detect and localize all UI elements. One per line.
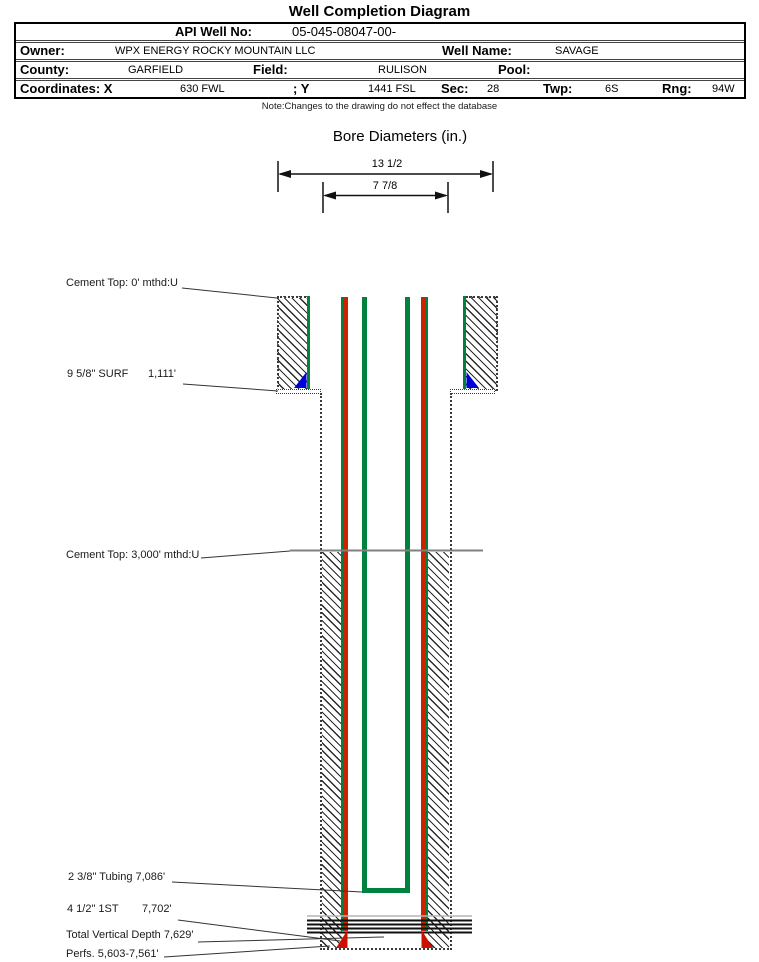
- surface-casing-label: 9 5/8" SURF: [67, 368, 129, 380]
- production-cement-right: [428, 552, 449, 948]
- field-label: Field:: [253, 62, 288, 77]
- surface-casing-cement-right: [466, 296, 498, 391]
- twp-label: Twp:: [543, 81, 573, 96]
- table-row-coordinates: [16, 81, 744, 97]
- surface-casing-depth: 1,111': [148, 368, 176, 380]
- leader-tvd: [198, 937, 384, 942]
- perforations-label: Perfs. 5,603-7,561': [66, 948, 159, 960]
- surface-shoe-ledge-right: [450, 389, 495, 394]
- coordinates-x-value: 630 FWL: [180, 83, 225, 95]
- well-name-label: Well Name:: [442, 43, 512, 58]
- outer-bore-diameter-label: 13 1/2: [371, 158, 403, 170]
- pool-label: Pool:: [498, 62, 531, 77]
- sec-value: 28: [487, 83, 500, 95]
- field-value: RULISON: [378, 64, 427, 76]
- county-label: County:: [20, 62, 70, 77]
- surface-shoe-ledge-left: [276, 389, 321, 394]
- api-value: 05-045-08047-00-: [292, 24, 397, 39]
- tubing-label: 2 3/8" Tubing 7,086': [68, 871, 166, 883]
- owner-value: WPX ENERGY ROCKY MOUNTAIN LLC: [115, 45, 316, 57]
- production-casing-label: 4 1/2" 1ST: [67, 903, 119, 915]
- leader-perfs: [164, 946, 330, 957]
- table-row-api: [16, 24, 744, 43]
- rng-value: 94W: [712, 83, 735, 95]
- table-row-owner: [16, 43, 744, 62]
- well-header-table: [14, 22, 746, 99]
- coordinates-y-label: ; Y: [293, 81, 310, 96]
- cement-top-production-label: Cement Top: 3,000' mthd:U: [66, 549, 200, 561]
- api-label: API Well No:: [174, 24, 252, 39]
- database-note: Note:Changes to the drawing do not effect the database: [261, 101, 498, 112]
- leader-cement-top-surface: [182, 288, 277, 298]
- county-value: GARFIELD: [128, 64, 184, 76]
- well-name-value: SAVAGE: [555, 45, 599, 57]
- surface-casing-line-right: [463, 296, 466, 389]
- production-casing-left: [341, 297, 348, 931]
- total-vertical-depth-label: Total Vertical Depth 7,629': [66, 929, 194, 941]
- leader-production-casing: [178, 920, 340, 941]
- rng-label: Rng:: [662, 81, 692, 96]
- production-casing-right: [421, 297, 428, 931]
- table-row-county: [16, 62, 744, 81]
- borehole-wall-right: [450, 393, 452, 950]
- twp-value: 6S: [605, 83, 619, 95]
- leader-cement-top-production: [201, 551, 290, 558]
- sec-label: Sec:: [441, 81, 469, 96]
- inner-bore-diameter-label: 7 7/8: [372, 180, 398, 192]
- bore-diameters-title: Bore Diameters (in.): [332, 128, 468, 145]
- coordinates-label: Coordinates: X: [20, 81, 113, 96]
- coordinates-y-value: 1441 FSL: [368, 83, 416, 95]
- leader-surface-casing: [183, 384, 278, 391]
- surface-casing-cement-left: [277, 296, 309, 391]
- tubing-string: [362, 297, 410, 893]
- production-cement-left: [322, 552, 342, 948]
- page-title: Well Completion Diagram: [288, 3, 471, 20]
- production-casing-depth: 7,702': [142, 903, 172, 915]
- leader-lines: [164, 288, 384, 957]
- surface-casing-line-left: [307, 296, 310, 389]
- cement-top-surface-label: Cement Top: 0' mthd:U: [66, 277, 178, 289]
- borehole-bottom: [320, 948, 452, 950]
- owner-label: Owner:: [20, 43, 65, 58]
